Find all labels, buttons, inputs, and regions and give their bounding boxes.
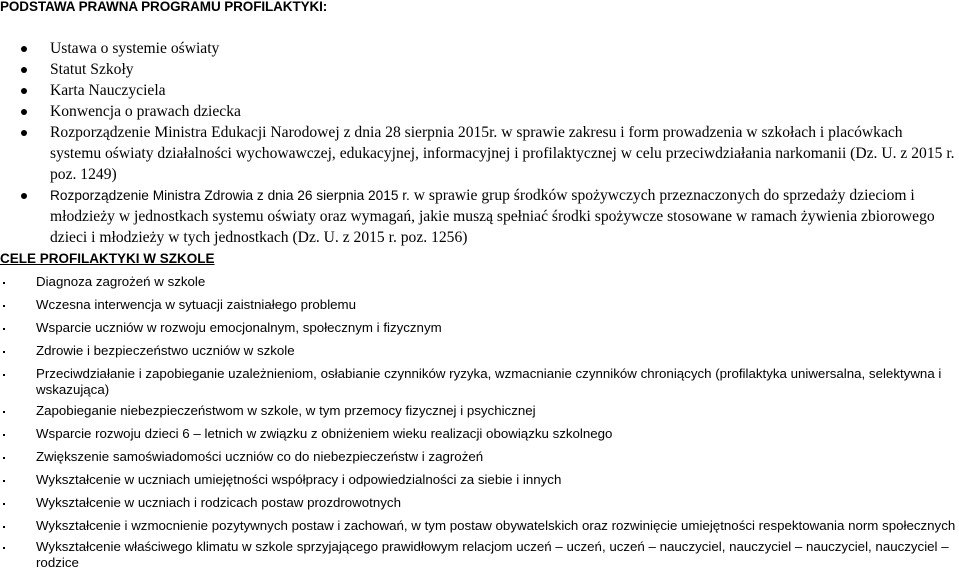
- bullet-icon: [21, 88, 27, 94]
- legal-basis-heading: PODSTAWA PRAWNA PROGRAMU PROFILAKTYKI:: [0, 0, 328, 14]
- bullet-icon: [21, 46, 27, 52]
- goal-text: Wykształcenie w uczniach umiejętności współpracy i odpowiedzialności za siebie i innych: [36, 472, 562, 487]
- goal-text: Zdrowie i bezpieczeństwo uczniów w szkole: [36, 343, 295, 358]
- bullet-icon: [3, 351, 5, 353]
- goal-item: [0, 274, 959, 290]
- goal-item: [0, 539, 959, 571]
- goal-text: Wsparcie rozwoju dzieci 6 – letnich w związku z obniżeniem wieku realizacji obowiązku szkolnego: [36, 426, 613, 441]
- list-item-text: Ustawa o systemie oświaty: [50, 40, 220, 57]
- list-item: [18, 59, 956, 80]
- bullet-icon: [21, 67, 27, 73]
- list-item-text: Rozporządzenie Ministra Edukacji Narodowej z dnia 28 sierpnia 2015r. w sprawie zakresu i form prowadzenia w szkołach i placówkach systemu oświaty działalności wychowawczej, edukacyjnej, informacyjnej i profilaktycznej w celu przeciwdziałania narkomanii (Dz. U. z 2015 r. poz. 1249): [50, 124, 955, 183]
- goal-item: [0, 495, 959, 511]
- bullet-icon: [3, 457, 5, 459]
- list-item-text: Statut Szkoły: [50, 61, 134, 78]
- bullet-icon: [3, 547, 5, 549]
- goal-item: [0, 297, 959, 313]
- bullet-icon: [3, 411, 5, 413]
- list-item-text: w sprawie grup środków spożywczych przeznaczonych do sprzedaży dzieciom i młodzieży w jednostkach systemu oświaty oraz wymagań, jakie muszą spełniać środki spożywcze stosowane w ramach żywienia zbiorowego dzieci i młodzieży w tych jednostkach (Dz. U. z 2015 r. poz. 1256): [50, 187, 935, 246]
- goal-text: Wczesna interwencja w sytuacji zaistniałego problemu: [36, 297, 357, 312]
- bullet-icon: [21, 109, 27, 115]
- list-item: [18, 185, 956, 248]
- goal-item: [0, 320, 959, 336]
- bullet-icon: [21, 130, 27, 136]
- goal-text: Zwiększenie samoświadomości uczniów co do niebezpieczeństw i zagrożeń: [36, 449, 484, 464]
- list-item: [18, 101, 956, 122]
- bullet-icon: [3, 328, 5, 330]
- goal-text: Wykształcenie w uczniach i rodzicach postaw prozdrowotnych: [36, 495, 401, 510]
- list-item: [18, 38, 956, 59]
- goals-heading: CELE PROFILAKTYKI W SZKOLE: [0, 251, 215, 266]
- bullet-icon: [3, 503, 5, 505]
- bullet-icon: [3, 434, 5, 436]
- list-item-lead: Rozporządzenie Ministra Zdrowia z dnia 26 sierpnia 2015 r.: [50, 188, 410, 203]
- bullet-icon: [3, 282, 5, 284]
- goal-item: [0, 472, 959, 488]
- goal-text: Wsparcie uczniów w rozwoju emocjonalnym, społecznym i fizycznym: [36, 320, 442, 335]
- goal-item: [0, 518, 959, 534]
- bullet-icon: [21, 193, 27, 199]
- list-item: [18, 122, 956, 185]
- goal-text: Wykształcenie i wzmocnienie pozytywnych postaw i zachowań, w tym postaw obywatelskich oraz rozwinięcie umiejętności respektowania norm społecznych: [36, 518, 956, 533]
- goal-text: Diagnoza zagrożeń w szkole: [36, 274, 206, 289]
- legal-basis-list: [18, 38, 956, 248]
- goal-text: Zapobieganie niebezpieczeństwom w szkole, w tym przemocy fizycznej i psychicznej: [36, 403, 536, 418]
- goal-item: [0, 366, 959, 398]
- bullet-icon: [3, 374, 5, 376]
- bullet-icon: [3, 305, 5, 307]
- list-item-text: Konwencja o prawach dziecka: [50, 103, 241, 120]
- goal-item: [0, 449, 959, 465]
- goal-text: Przeciwdziałanie i zapobieganie uzależnieniom, osłabianie czynników ryzyka, wzmacnianie czynników chroniących (profilaktyka uniwersalna, selektywna i wskazująca): [36, 366, 942, 397]
- goal-text: Wykształcenie właściwego klimatu w szkole sprzyjającego prawidłowym relacjom uczeń – uczeń, uczeń – nauczyciel, nauczyciel – nauczyciel, nauczyciel – rodzice: [36, 539, 949, 570]
- list-item: [18, 80, 956, 101]
- bullet-icon: [3, 526, 5, 528]
- goal-item: [0, 426, 959, 442]
- goals-list: [0, 274, 959, 576]
- goal-item: [0, 343, 959, 359]
- goal-item: [0, 403, 959, 419]
- bullet-icon: [3, 480, 5, 482]
- list-item-text: Karta Nauczyciela: [50, 82, 166, 99]
